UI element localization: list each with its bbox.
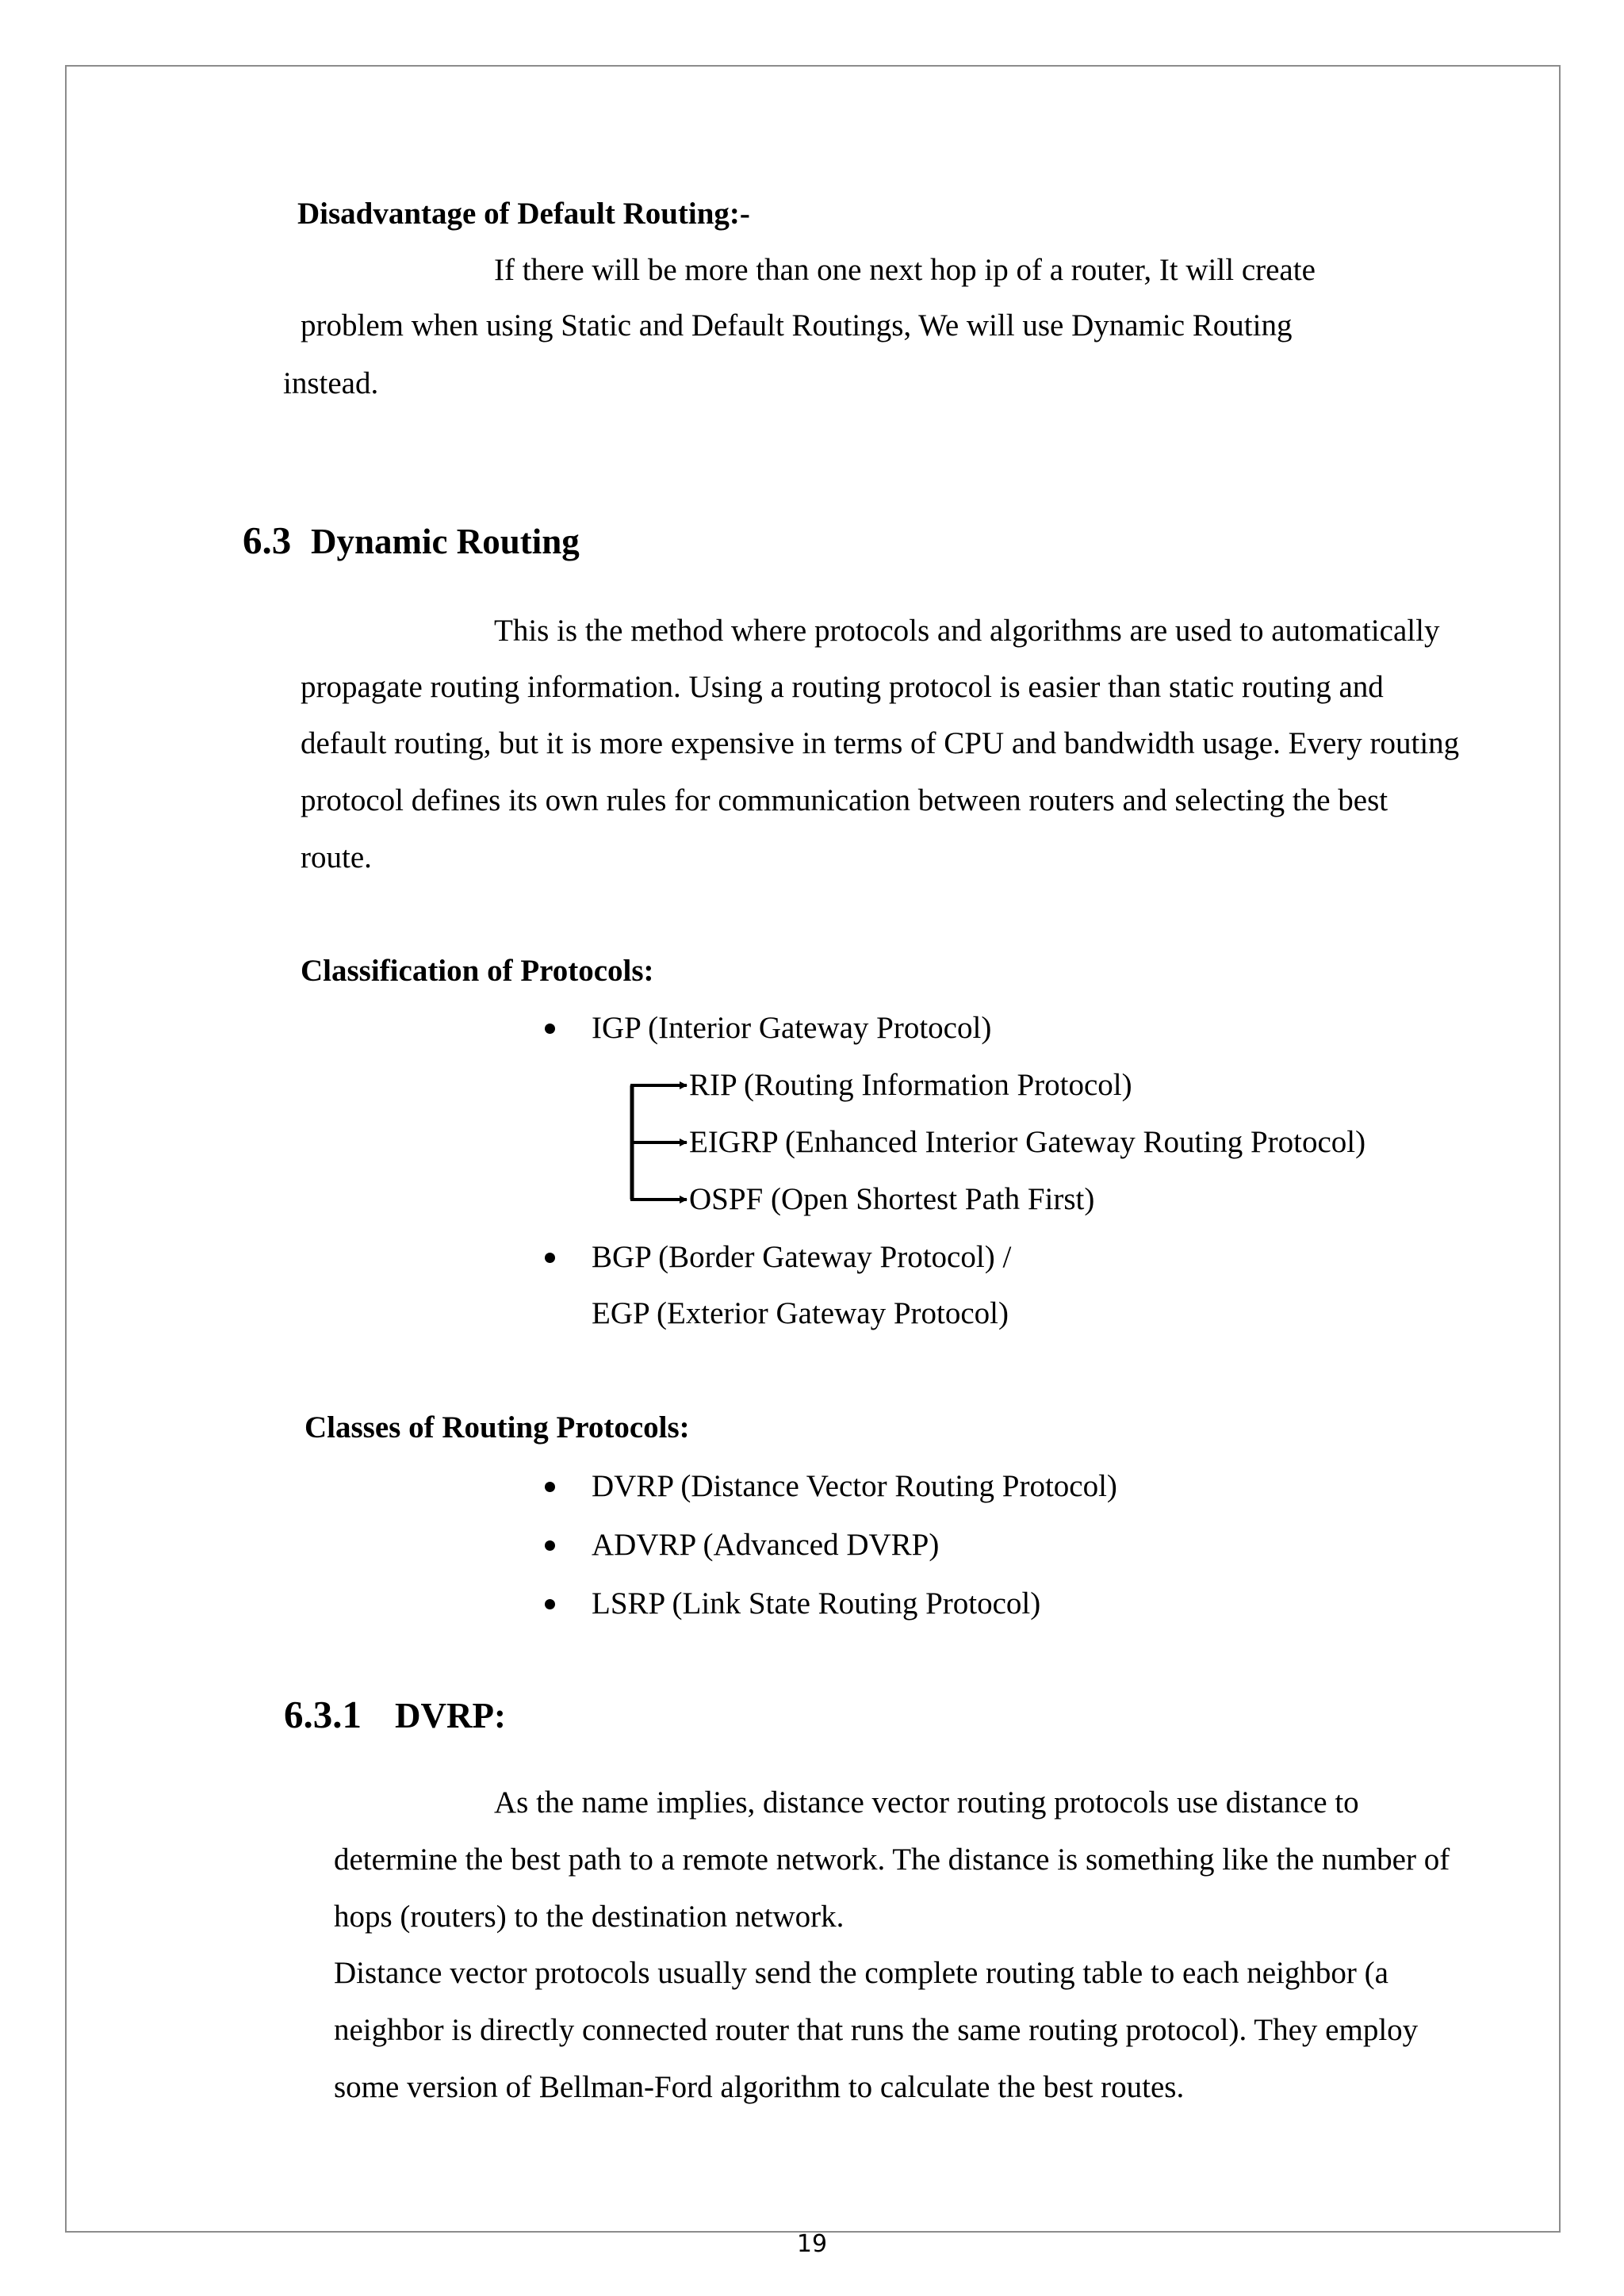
igp-sub-rip: RIP (Routing Information Protocol) [689, 1068, 1132, 1102]
section-6-3-1-title: DVRP: [395, 1696, 506, 1735]
dynamic-routing-line-4: protocol defines its own rules for communication between routers and selecting the best [301, 783, 1388, 817]
dvrp-line-1: As the name implies, distance vector routing protocols use distance to [494, 1785, 1359, 1820]
page-number: 19 [796, 2230, 828, 2258]
default-routing-line-2: problem when using Static and Default Routings, We will use Dynamic Routing [301, 308, 1293, 342]
bullet-advrp [545, 1540, 555, 1551]
classes-heading: Classes of Routing Protocols: [304, 1410, 690, 1445]
dvrp-line-4: Distance vector protocols usually send the complete routing table to each neighbor (a [334, 1956, 1388, 1990]
classes-item-dvrp: DVRP (Distance Vector Routing Protocol) [592, 1469, 1117, 1503]
dvrp-line-6: some version of Bellman-Ford algorithm to calculate the best routes. [334, 2070, 1185, 2104]
section-6-3-title: Dynamic Routing [311, 522, 580, 561]
dvrp-line-2: determine the best path to a remote network. The distance is something like the number of [334, 1843, 1450, 1877]
classification-heading: Classification of Protocols: [301, 954, 654, 988]
default-routing-line-3: instead. [283, 366, 379, 400]
igp-sub-eigrp: EIGRP (Enhanced Interior Gateway Routing Protocol) [689, 1125, 1366, 1159]
dynamic-routing-line-2: propagate routing information. Using a routing protocol is easier than static routing and [301, 670, 1384, 704]
bullet-lsrp [545, 1599, 555, 1609]
section-6-3-number: 6.3 [243, 519, 292, 562]
classes-item-advrp: ADVRP (Advanced DVRP) [592, 1528, 940, 1562]
classes-item-lsrp: LSRP (Link State Routing Protocol) [592, 1586, 1041, 1621]
dynamic-routing-line-5: route. [301, 840, 372, 874]
igp-sub-ospf: OSPF (Open Shortest Path First) [689, 1182, 1095, 1216]
bgp-item-line-1: BGP (Border Gateway Protocol) / [592, 1240, 1012, 1274]
section-6-3-1-number: 6.3.1 [284, 1693, 362, 1736]
dynamic-routing-line-3: default routing, but it is more expensive in terms of CPU and bandwidth usage. Every routing [301, 726, 1460, 760]
bgp-item-line-2: EGP (Exterior Gateway Protocol) [592, 1296, 1009, 1330]
default-routing-heading: Disadvantage of Default Routing:- [297, 197, 750, 231]
bullet-igp [545, 1024, 555, 1034]
dynamic-routing-line-1: This is the method where protocols and algorithms are used to automatically [494, 614, 1440, 648]
default-routing-line-1: If there will be more than one next hop ip of a router, It will create [494, 253, 1316, 287]
bullet-bgp [545, 1253, 555, 1263]
dvrp-line-3: hops (routers) to the destination network. [334, 1900, 845, 1934]
dvrp-line-5: neighbor is directly connected router that runs the same routing protocol). They employ [334, 2013, 1419, 2047]
bullet-dvrp [545, 1482, 555, 1492]
igp-item: IGP (Interior Gateway Protocol) [592, 1011, 992, 1045]
